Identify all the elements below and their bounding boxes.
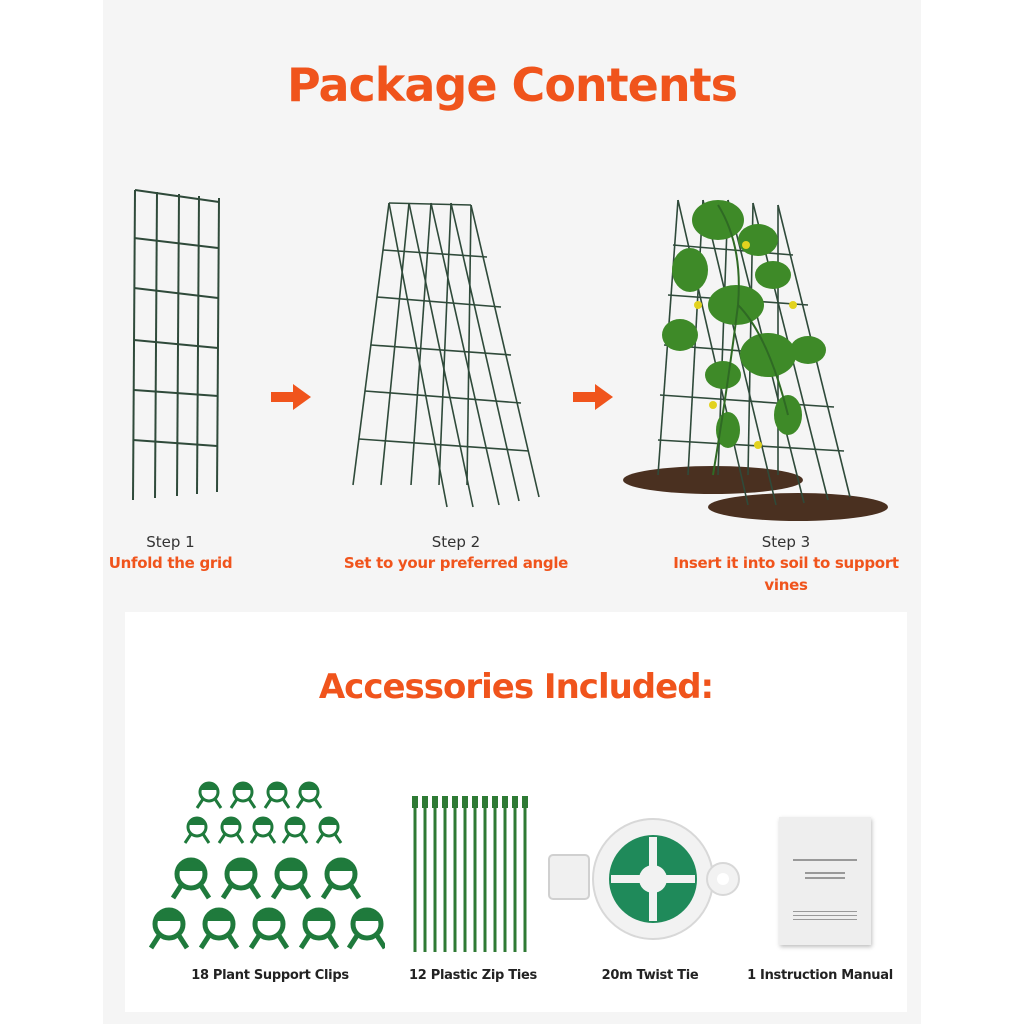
step-1-caption <box>103 532 238 574</box>
step-number: Step 2 <box>431 533 481 551</box>
page-title: Package Contents <box>287 58 737 112</box>
step-description: Insert it into soil to support vines <box>673 554 899 594</box>
step-2-caption <box>343 532 569 574</box>
zip-tie-icon <box>409 794 529 954</box>
product-infographic <box>103 0 921 1024</box>
trellis-with-vines-icon <box>618 185 888 525</box>
step-description: Unfold the grid <box>108 554 233 572</box>
accessory-label-twist-tie: 20m Twist Tie <box>601 968 699 983</box>
plant-clip-icon <box>145 772 385 962</box>
right-arrow-icon <box>573 384 615 410</box>
step-number: Step 3 <box>761 533 811 551</box>
accessory-label-manual: 1 Instruction Manual <box>747 968 893 983</box>
flat-trellis-icon <box>123 180 233 510</box>
twist-tie-reel-icon <box>545 817 745 942</box>
step-description: Set to your preferred angle <box>343 554 569 572</box>
instruction-manual-icon <box>779 817 871 945</box>
accessories-title: Accessories Included: <box>318 667 714 707</box>
step-number: Step 1 <box>146 533 195 551</box>
right-arrow-icon <box>271 384 313 410</box>
accessories-panel <box>125 612 907 1012</box>
step-3-caption <box>651 532 921 596</box>
accessory-label-clips: 18 Plant Support Clips <box>191 968 349 983</box>
a-frame-trellis-icon <box>351 195 541 515</box>
accessory-label-zip-ties: 12 Plastic Zip Ties <box>409 968 537 983</box>
